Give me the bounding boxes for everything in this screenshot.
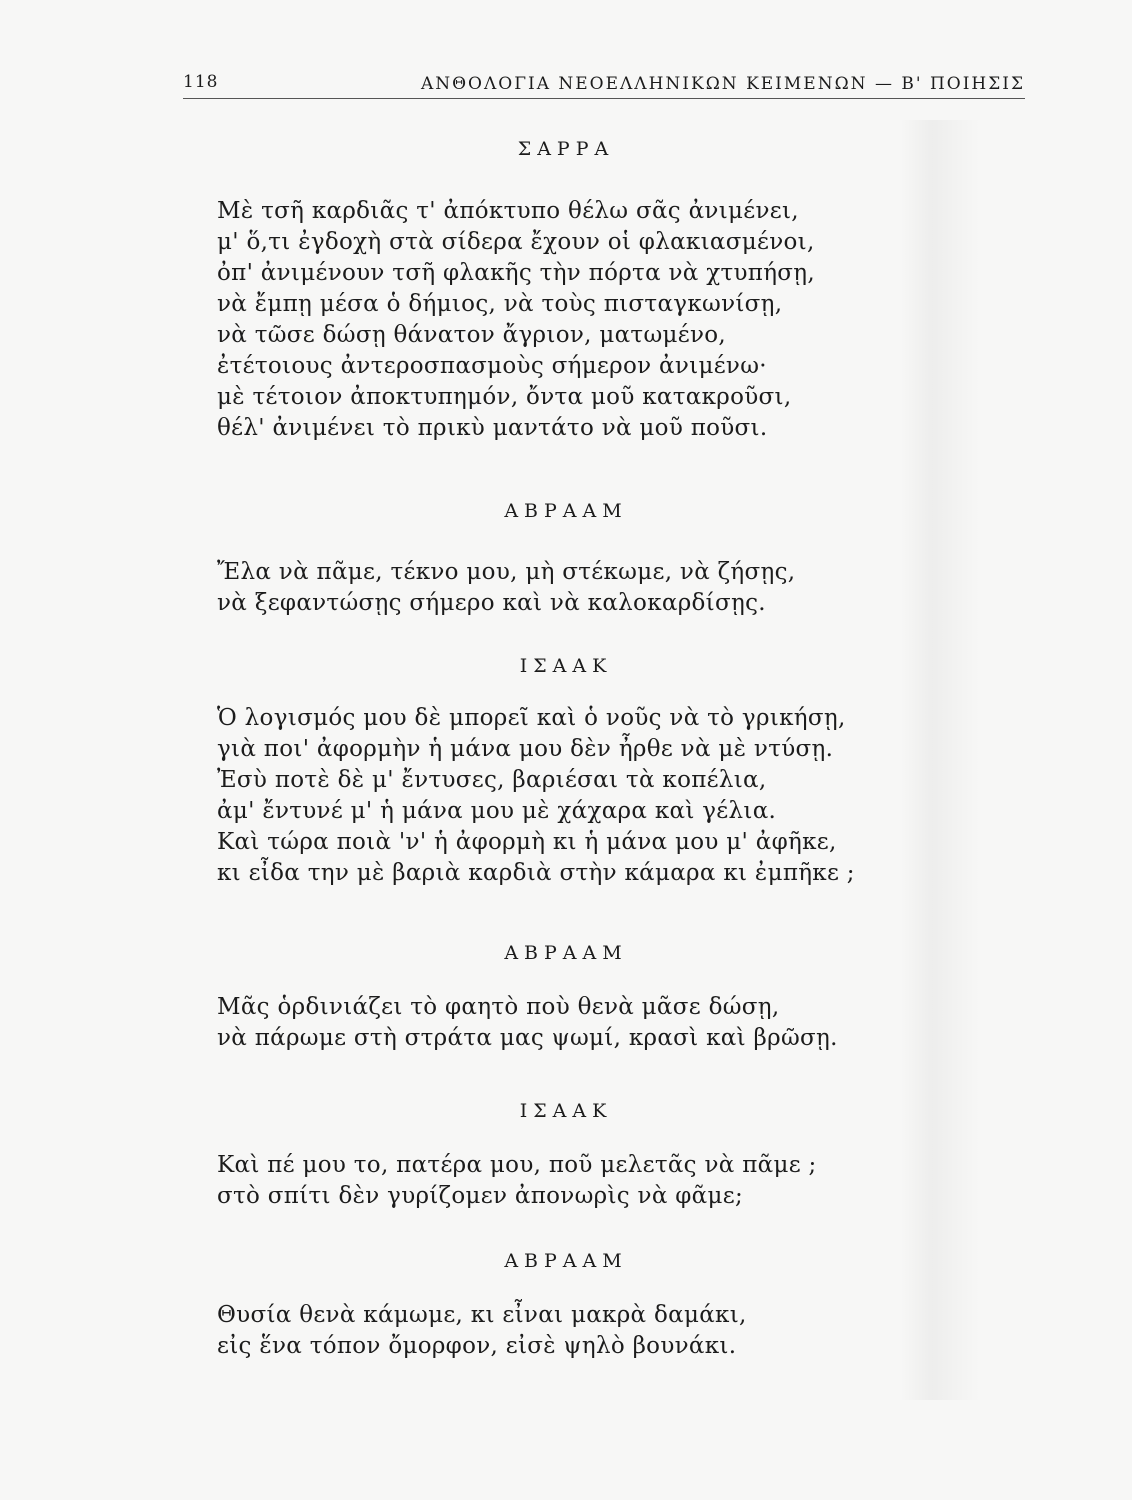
verse-line: Ἐσὺ ποτὲ δὲ μ' ἔντυσες, βαριέσαι τὰ κοπέλια, [217,767,767,793]
verse-line: μὲ τέτοιον ἀποκτυπημόν, ὄντα μοῦ κατακροῦσι, [217,384,792,410]
verse-line: Θυσία θενὰ κάμωμε, κι εἶναι μακρὰ δαμάκι, [217,1302,747,1328]
verse-line: Ὁ λογισμός μου δὲ μπορεῖ καὶ ὁ νοῦς νὰ τὸ γρικήσῃ, [217,705,846,731]
speaker-heading: ΙΣΑΑΚ [519,655,613,677]
speaker-heading: ΙΣΑΑΚ [519,1100,613,1122]
verse-line: εἰς ἕνα τόπον ὄμορφον, εἰσὲ ψηλὸ βουνάκι. [217,1333,737,1359]
verse-line: νὰ ἔμπῃ μέσα ὁ δήμιος, νὰ τοὺς πισταγκωνίσῃ, [217,291,783,317]
speaker-heading: ΑΒΡΑΑΜ [504,1250,628,1272]
speaker-heading: ΑΒΡΑΑΜ [504,942,628,964]
book-title: ΑΝΘΟΛΟΓΙΑ ΝΕΟΕΛΛΗΝΙΚΩΝ ΚΕΙΜΕΝΩΝ — Β' ΠΟΙΗΣΙΣ [420,74,1025,94]
verse-line: μ' ὅ,τι ἐγδοχὴ στὰ σίδερα ἔχουν οἱ φλακιασμένοι, [217,229,815,255]
verse-line: Μᾶς ὁρδινιάζει τὸ φαητὸ ποὺ θενὰ μᾶσε δώσῃ, [217,994,780,1020]
verse-line: Καὶ πέ μου το, πατέρα μου, ποῦ μελετᾶς νὰ πᾶμε ; [217,1152,817,1178]
running-header [183,68,1025,99]
verse-block [217,992,917,1054]
speaker-heading: ΑΒΡΑΑΜ [504,500,628,522]
verse-block [217,703,917,889]
verse-line: ἐτέτοιους ἀντεροσπασμοὺς σήμερον ἀνιμένω· [217,353,767,379]
speaker-heading: ΣΑΡΡΑ [517,138,615,160]
verse-line: Ἔλα νὰ πᾶμε, τέκνο μου, μὴ στέκωμε, νὰ ζήσῃς, [217,559,796,585]
verse-block [217,557,917,619]
verse-line: θέλ' ἀνιμένει τὸ πρικὺ μαντάτο νὰ μοῦ ποῦσι. [217,415,768,441]
verse-block [217,1300,917,1362]
verse-block [217,196,917,444]
verse-line: νὰ πάρωμε στὴ στράτα μας ψωμί, κρασὶ καὶ βρῶσῃ. [217,1025,838,1051]
verse-line: νὰ ξεφαντώσῃς σήμερο καὶ νὰ καλοκαρδίσῃς. [217,590,766,616]
verse-line: ἀμ' ἔντυνέ μ' ἡ μάνα μου μὲ χάχαρα καὶ γέλια. [217,798,777,824]
verse-line: γιὰ ποι' ἀφορμὴν ἡ μάνα μου δὲν ἦρθε νὰ μὲ ντύσῃ. [217,736,834,762]
verse-line: στὸ σπίτι δὲν γυρίζομεν ἀπονωρὶς νὰ φᾶμε; [217,1183,744,1209]
page-number: 118 [183,72,219,92]
verse-line: νὰ τῶσε δώσῃ θάνατον ἄγριον, ματωμένο, [217,322,727,348]
verse-block [217,1150,917,1212]
verse-line: Καὶ τώρα ποιὰ 'ν' ἡ ἀφορμὴ κι ἡ μάνα μου μ' ἀφῆκε, [217,829,837,855]
verse-line: ὀπ' ἀνιμένουν τσῆ φλακῆς τὴν πόρτα νὰ χτυπήσῃ, [217,260,815,286]
verse-line: κι εἶδα την μὲ βαριὰ καρδιὰ στὴν κάμαρα κι ἐμπῆκε ; [217,860,855,886]
verse-line: Μὲ τσῆ καρδιᾶς τ' ἀπόκτυπο θέλω σᾶς ἀνιμένει, [217,198,799,224]
